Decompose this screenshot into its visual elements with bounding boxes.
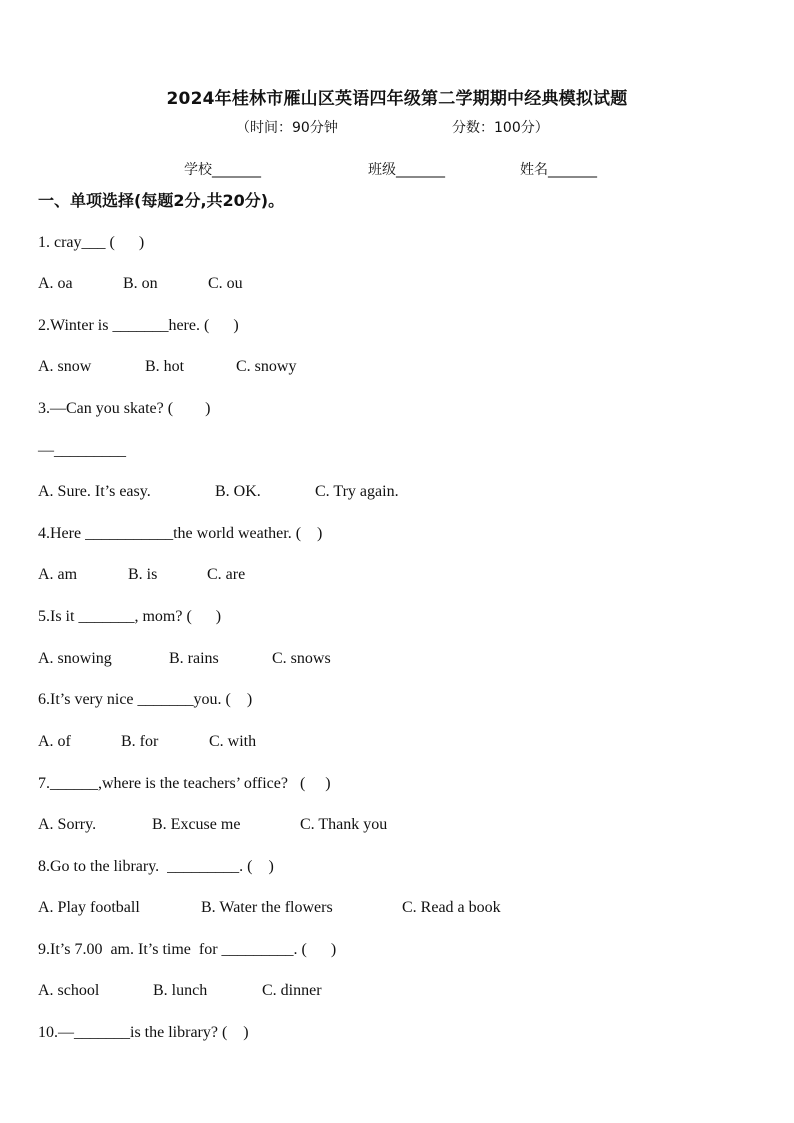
q9-option-b: B. lunch: [153, 982, 208, 999]
school-field: 学校_______: [184, 162, 261, 178]
q8-option-a: A. Play football: [38, 899, 140, 916]
q6-option-b: B. for: [121, 733, 159, 750]
q3-option-b: B. OK.: [215, 483, 261, 500]
q7-option-c: C. Thank you: [300, 816, 388, 833]
q3-option-a: A. Sure. It’s easy.: [38, 483, 151, 500]
question-3-answer-line: —_________: [38, 442, 126, 459]
question-1: 1. cray___ ( ): [38, 234, 145, 251]
q9-option-c: C. dinner: [262, 982, 322, 999]
q5-option-a: A. snowing: [38, 650, 112, 667]
question-4: 4.Here ___________the world weather. ( ): [38, 525, 323, 542]
q9-option-a: A. school: [38, 982, 100, 999]
exam-time: （时间：90分钟: [236, 120, 338, 136]
q2-option-c: C. snowy: [236, 358, 297, 375]
question-10: 10.—_______is the library? ( ): [38, 1024, 249, 1041]
q4-option-a: A. am: [38, 566, 78, 583]
section-title: 一、单项选择(每题2分,共20分)。: [38, 191, 285, 210]
q4-option-c: C. are: [207, 566, 246, 583]
question-2: 2.Winter is _______here. ( ): [38, 317, 239, 334]
exam-score: 分数：100分）: [452, 120, 549, 136]
question-3: 3.—Can you skate? ( ): [38, 400, 211, 417]
q3-option-c: C. Try again.: [315, 483, 399, 500]
question-6: 6.It’s very nice _______you. ( ): [38, 691, 253, 708]
q4-option-b: B. is: [128, 566, 158, 583]
q2-option-a: A. snow: [38, 358, 92, 375]
q5-option-b: B. rains: [169, 650, 219, 667]
class-field: 班级_______: [368, 162, 445, 178]
q1-option-c: C. ou: [208, 275, 243, 292]
question-8: 8.Go to the library. _________. ( ): [38, 858, 274, 875]
q5-option-c: C. snows: [272, 650, 331, 667]
q2-option-b: B. hot: [145, 358, 185, 375]
question-7: 7.______,where is the teachers’ office? ( ): [38, 775, 331, 792]
q1-option-b: B. on: [123, 275, 158, 292]
q8-option-c: C. Read a book: [402, 899, 501, 916]
q7-option-a: A. Sorry.: [38, 816, 97, 833]
q6-option-a: A. of: [38, 733, 71, 750]
q1-option-a: A. oa: [38, 275, 73, 292]
exam-title: 2024年桂林市雁山区英语四年级第二学期期中经典模拟试题: [166, 89, 628, 109]
name-field: 姓名_______: [520, 162, 597, 178]
question-5: 5.Is it _______, mom? ( ): [38, 608, 222, 625]
question-9: 9.It’s 7.00 am. It’s time for _________. ( ): [38, 941, 337, 958]
q8-option-b: B. Water the flowers: [201, 899, 333, 916]
q7-option-b: B. Excuse me: [152, 816, 241, 833]
q6-option-c: C. with: [209, 733, 257, 750]
